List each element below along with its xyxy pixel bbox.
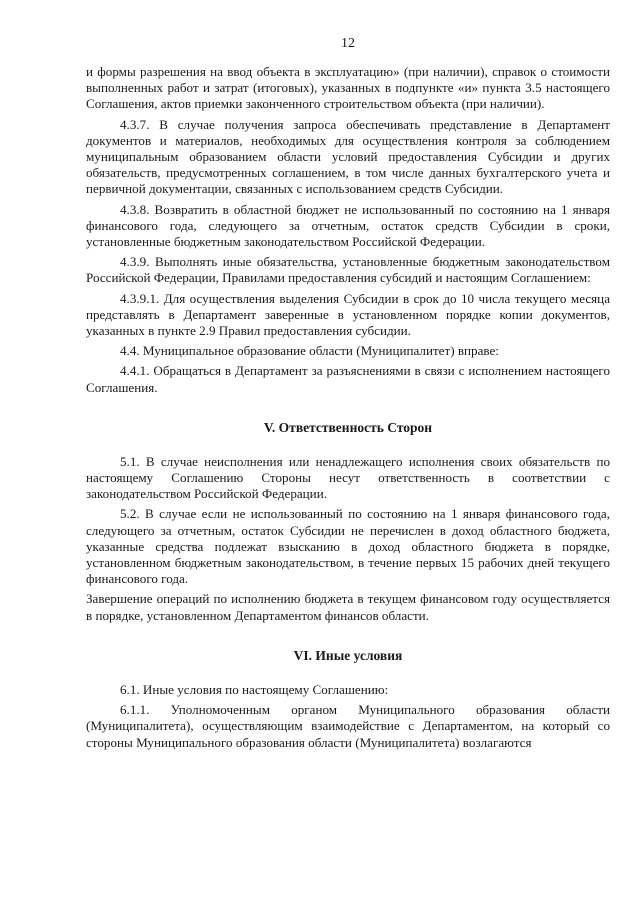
paragraph-p-4-3-9: 4.3.9. Выполнять иные обязательства, установленные бюджетным законодательством Российской Федерации, Правилами предоставления субсидий и настоящим Соглашением:: [86, 254, 610, 286]
paragraph-p-5-1: 5.1. В случае неисполнения или ненадлежащего исполнения своих обязательств по настоящему Соглашению Стороны несут ответственность в соответствии с законодательством Российской Федерации.: [86, 453, 610, 502]
paragraph-p-6-1-1: 6.1.1. Уполномоченным органом Муниципального образования области (Муниципалитета), осуществляющим взаимодействие с Департаментом, на который со стороны Муниципального образования области (Муниципалитета) возлагаются: [86, 702, 610, 750]
paragraph-p-6-1: 6.1. Иные условия по настоящему Соглашению:: [120, 681, 389, 697]
section-4-paragraphs: [86, 64, 610, 396]
paragraph-p-4-4-1: 4.4.1. Обращаться в Департамент за разъяснениями в связи с исполнением настоящего Соглашения.: [86, 363, 610, 395]
paragraph-p-4-4: 4.4. Муниципальное образование области (Муниципалитет) вправе:: [120, 343, 499, 359]
paragraph-p-4-3-8: 4.3.8. Возвратить в областной бюджет не использованный по состоянию на 1 января финансового года, следующего за отчетным, остаток средств Субсидии в сроки, установленные бюджетным законодательством Российской Федерации.: [86, 201, 610, 250]
section-6-title: VI. Иные условия: [293, 647, 403, 663]
page-number: 12: [341, 36, 355, 51]
section-5-paragraphs: [86, 454, 610, 624]
paragraph-p-4-3-9-1: 4.3.9.1. Для осуществления выделения Субсидии в срок до 10 числа текущего месяца представлять в Департамент заверенные в установленном порядке копии документов, указанных в пункте 2.9 Правил предоставления субсидии.: [86, 290, 610, 339]
paragraph-p-completion: Завершение операций по исполнению бюджета в текущем финансовом году осуществляется в порядке, установленном Департаментом финансов области.: [86, 591, 610, 623]
paragraph-p-4-3-7: 4.3.7. В случае получения запроса обеспечивать представление в Департамент документов и материалов, необходимых для осуществления контроля за соблюдением муниципальным образованием области условий предоставления Субсидии и других обязательств, предусмотренных соглашением, в том числе данных бухгалтерского учета и первичной документации, связанных с использованием средств Субсидии.: [86, 116, 610, 197]
paragraph-p-intro: и формы разрешения на ввод объекта в эксплуатацию» (при наличии), справок о стоимости выполненных работ и затрат (итоговых), указанных в подпункте «и» пункта 3.5 настоящего Соглашения, актов приемки законченного строительством объекта (при наличии).: [86, 64, 610, 112]
section-5-title: V. Ответственность Сторон: [263, 419, 433, 435]
paragraph-p-5-2: 5.2. В случае если не использованный по состоянию на 1 января финансового года, следующего за отчетным, остаток Субсидии не перечислен в доход областного бюджета, указанные средства подлежат взысканию в доход областного бюджета в порядке, установленном бюджетным законодательством, в течение первых 15 рабочих дней текущего финансового года.: [86, 506, 610, 587]
section-6-paragraphs: [86, 682, 610, 751]
